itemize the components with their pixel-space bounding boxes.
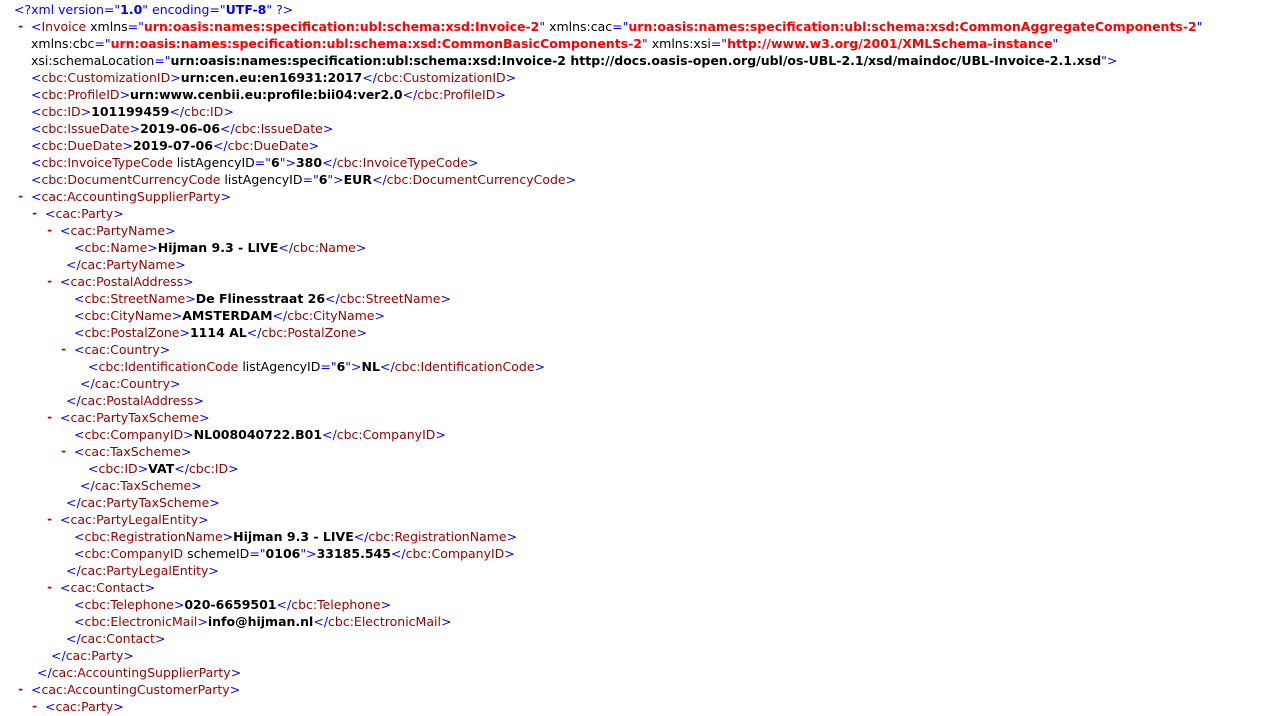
- xml-attr-name: xmlns:cbc: [31, 36, 95, 51]
- xml-tag-name: cbc:ID: [41, 104, 81, 119]
- xml-markup: <: [31, 682, 42, 697]
- xml-markup: >: [165, 223, 176, 238]
- xml-tag-name: cbc:Telephone: [291, 597, 381, 612]
- xml-markup: </: [66, 631, 81, 646]
- xml-line: [0, 188, 1265, 205]
- xml-text-value: Hijman 9.3 - LIVE: [157, 240, 279, 255]
- xml-markup: <: [45, 206, 56, 221]
- xml-attr-name: xmlns: [86, 19, 128, 34]
- xml-line: [0, 562, 1265, 579]
- xml-tag-name: cbc:ID: [98, 461, 138, 476]
- xml-line: [0, 494, 1265, 511]
- xml-markup: <: [60, 580, 71, 595]
- xml-markup: >: [154, 631, 166, 646]
- xml-tag-name: cac:AccountingSupplierParty: [41, 189, 221, 204]
- xml-markup: </: [322, 155, 337, 170]
- xml-line: [0, 392, 1265, 409]
- xml-line: [0, 460, 1265, 477]
- xml-markup: >: [355, 240, 367, 255]
- xml-tag-name: cac:Country: [84, 342, 160, 357]
- xml-markup: >: [435, 427, 446, 442]
- xml-line: [0, 647, 1265, 664]
- xml-tag-name: cbc:CompanyID: [84, 427, 184, 442]
- xml-markup: <: [74, 529, 85, 544]
- xml-markup: >: [193, 393, 204, 408]
- xml-line: [0, 596, 1265, 613]
- xml-tag-name: cac:TaxScheme: [84, 444, 182, 459]
- xml-tag-name: cac:PartyTaxScheme: [80, 495, 210, 510]
- xml-tag-name: cac:PostalAddress: [70, 274, 184, 289]
- xml-attr-name: xmlns:xsi: [647, 36, 711, 51]
- xml-markup: ">: [300, 546, 317, 561]
- xml-tag-name: cac:TaxScheme: [94, 478, 192, 493]
- xml-line: [0, 443, 1265, 460]
- xml-markup: ": [642, 36, 648, 51]
- xml-tag-name: cbc:RegistrationName: [84, 529, 223, 544]
- xml-markup: >: [230, 665, 242, 680]
- xml-tag-name: cbc:CompanyID: [84, 546, 184, 561]
- xml-line: [0, 698, 1265, 715]
- xml-tag-name: cac:AccountingSupplierParty: [51, 665, 231, 680]
- xml-line: [0, 52, 1265, 69]
- xml-tag-name: cbc:Name: [84, 240, 148, 255]
- xml-markup: <: [74, 444, 85, 459]
- xml-markup: </: [353, 529, 369, 544]
- xml-markup: </: [37, 665, 52, 680]
- xml-markup: <: [74, 325, 85, 340]
- xml-markup: </: [246, 325, 262, 340]
- xml-markup: >: [175, 257, 186, 272]
- xml-namespace-value: urn:oasis:names:specification:ubl:schema:xsd:CommonAggregateComponents-2: [628, 19, 1197, 34]
- xml-markup: <: [60, 512, 71, 527]
- xml-text-value: 33185.545: [316, 546, 391, 561]
- xml-tag-name: cbc:ElectronicMail: [84, 614, 198, 629]
- xml-markup: <?xml version=": [14, 2, 121, 17]
- xml-markup: ": [1052, 36, 1059, 51]
- xml-tag-name: cac:PartyName: [70, 223, 166, 238]
- xml-markup: >: [356, 325, 367, 340]
- xml-tag-name: cac:Party: [65, 648, 124, 663]
- xml-markup: </: [51, 648, 66, 663]
- xml-tag-name: cbc:CityName: [287, 308, 375, 323]
- xml-markup: <: [31, 104, 42, 119]
- xml-markup: ">: [345, 359, 362, 374]
- xml-markup: </: [272, 308, 288, 323]
- xml-markup: >: [113, 206, 124, 221]
- xml-markup: >: [137, 461, 149, 476]
- xml-markup: >: [144, 580, 156, 595]
- xml-line: [0, 324, 1265, 341]
- xml-markup: <: [31, 121, 42, 136]
- xml-tag-name: cbc:CompanyID: [405, 546, 505, 561]
- xml-markup: <: [74, 240, 85, 255]
- xml-tag-name: cac:Country: [94, 376, 170, 391]
- collapse-toggle-icon[interactable]: -: [31, 699, 39, 713]
- xml-attr-value: 6: [336, 359, 346, 374]
- xml-line: [0, 171, 1265, 188]
- xml-markup: <: [74, 546, 85, 561]
- xml-markup: <: [31, 70, 42, 85]
- xml-markup: </: [66, 495, 81, 510]
- xml-tag-name: cbc:ID: [188, 461, 229, 476]
- xml-markup: >: [565, 172, 577, 187]
- xml-line: [0, 273, 1265, 290]
- xml-markup: >: [169, 376, 181, 391]
- xml-tag-name: cbc:DocumentCurrencyCode: [386, 172, 566, 187]
- xml-markup: </: [371, 172, 387, 187]
- xml-tag-name: cbc:IssueDate: [41, 121, 130, 136]
- xml-markup: >: [505, 70, 517, 85]
- xml-text-value: info@hijman.nl: [207, 614, 314, 629]
- xml-markup: " ?>: [266, 2, 294, 17]
- xml-tag-name: cac:Contact: [70, 580, 145, 595]
- xml-markup: <: [74, 342, 85, 357]
- xml-line: [0, 307, 1265, 324]
- xml-tag-name: Invoice: [41, 19, 87, 34]
- xml-line: [0, 1, 1265, 18]
- xml-markup: </: [169, 104, 185, 119]
- xml-markup: >: [185, 291, 196, 306]
- xml-tag-name: cbc:InvoiceTypeCode: [41, 155, 173, 170]
- xml-tag-name: cbc:RegistrationName: [368, 529, 507, 544]
- xml-markup: >: [191, 478, 202, 493]
- xml-line: [0, 477, 1265, 494]
- xml-tag-name: cbc:CustomizationID: [41, 70, 171, 85]
- xml-markup: <: [31, 172, 42, 187]
- xml-line: [0, 579, 1265, 596]
- xml-markup: </: [313, 614, 329, 629]
- xml-markup: </: [278, 240, 294, 255]
- xml-markup: =": [302, 172, 319, 187]
- xml-line: [0, 409, 1265, 426]
- xml-markup: >: [534, 359, 545, 374]
- xml-markup: >: [322, 121, 334, 136]
- xml-tag-name: cbc:IssueDate: [234, 121, 323, 136]
- xml-markup: >: [80, 104, 92, 119]
- xml-markup: </: [220, 121, 235, 136]
- xml-markup: >: [173, 597, 185, 612]
- collapse-toggle-icon[interactable]: -: [31, 206, 39, 220]
- xml-markup: >: [198, 512, 209, 527]
- xml-attr-name: listAgencyID: [238, 359, 321, 374]
- xml-tag-name: cbc:InvoiceTypeCode: [336, 155, 469, 170]
- xml-tag-name: cbc:IdentificationCode: [98, 359, 239, 374]
- xml-tag-name: cbc:Telephone: [84, 597, 174, 612]
- xml-markup: ": [1196, 19, 1203, 34]
- xml-tag-name: cac:PartyLegalEntity: [70, 512, 199, 527]
- xml-markup: <: [74, 291, 85, 306]
- xml-line: [0, 375, 1265, 392]
- xml-text-value: urn:www.cenbii.eu:profile:bii04:ver2.0: [130, 87, 403, 102]
- xml-markup: ">: [327, 172, 344, 187]
- xml-markup: >: [220, 189, 231, 204]
- xml-markup: <: [45, 699, 56, 714]
- collapse-toggle-icon[interactable]: -: [46, 410, 54, 424]
- xml-markup: >: [119, 87, 131, 102]
- xml-markup: <: [74, 308, 85, 323]
- xml-markup: >: [374, 308, 385, 323]
- xml-markup: =": [254, 155, 272, 170]
- xml-markup: >: [506, 529, 518, 544]
- xml-markup: >: [208, 563, 219, 578]
- xml-markup: =": [154, 53, 171, 68]
- xml-markup: >: [440, 291, 451, 306]
- xml-tag-name: cbc:Name: [293, 240, 356, 255]
- xml-markup: </: [390, 546, 406, 561]
- xml-markup: ">: [279, 155, 296, 170]
- xml-markup: >: [129, 121, 141, 136]
- xml-markup: </: [362, 70, 377, 85]
- xml-markup: " encoding=": [142, 2, 226, 17]
- xml-tag-name: cbc:CustomizationID: [376, 70, 506, 85]
- xml-markup: ">: [1101, 53, 1118, 68]
- xml-text-value: Hijman 9.3 - LIVE: [233, 529, 354, 544]
- xml-attr-value: urn:oasis:names:specification:ubl:schema:xsd:Invoice-2 http://docs.oasis-open.org/ubl/os-UBL-2.1/xsd/maindoc/UBL-Invoice-2.1.xsd: [170, 53, 1102, 68]
- xml-markup: <: [60, 274, 71, 289]
- xml-markup: >: [495, 87, 506, 102]
- xml-tag-name: cbc:PostalZone: [261, 325, 357, 340]
- xml-markup: >: [229, 682, 241, 697]
- xml-markup: =": [127, 19, 144, 34]
- xml-namespace-value: urn:oasis:names:specification:ubl:schema:xsd:CommonBasicComponents-2: [110, 36, 643, 51]
- xml-markup: >: [199, 410, 210, 425]
- xml-text-value: 020-6659501: [184, 597, 277, 612]
- xml-text-value: 2019-07-06: [132, 138, 213, 153]
- xml-markup: >: [183, 427, 194, 442]
- xml-tag-name: cbc:ProfileID: [417, 87, 496, 102]
- xml-markup: >: [113, 699, 124, 714]
- xml-markup: >: [223, 104, 234, 119]
- xml-markup: <: [74, 427, 85, 442]
- xml-attr-value: 6: [271, 155, 280, 170]
- xml-markup: ": [539, 19, 546, 34]
- xml-markup: =": [94, 36, 111, 51]
- xml-markup: =": [710, 36, 728, 51]
- xml-tag-name: cbc:PostalZone: [84, 325, 180, 340]
- xml-line: [0, 86, 1265, 103]
- xml-attr-name: listAgencyID: [220, 172, 303, 187]
- xml-markup: >: [197, 614, 208, 629]
- xml-tag-name: cac:PartyTaxScheme: [70, 410, 200, 425]
- xml-line: [0, 154, 1265, 171]
- xml-line: [0, 426, 1265, 443]
- collapse-toggle-icon[interactable]: -: [46, 512, 54, 526]
- xml-line: [0, 681, 1265, 698]
- xml-pi-value: UTF-8: [225, 2, 267, 17]
- xml-attr-value: 0106: [265, 546, 301, 561]
- collapse-toggle-icon[interactable]: -: [46, 223, 54, 237]
- xml-tag-name: cbc:DueDate: [227, 138, 309, 153]
- xml-line: [0, 35, 1265, 52]
- xml-markup: <: [31, 19, 42, 34]
- xml-line: [0, 18, 1265, 35]
- xml-markup: >: [122, 138, 133, 153]
- xml-text-value: urn:cen.eu:en16931:2017: [180, 70, 363, 85]
- xml-text-value: De Flinesstraat 26: [195, 291, 326, 306]
- xml-text-value: 101199459: [91, 104, 170, 119]
- xml-markup: >: [170, 70, 181, 85]
- xml-namespace-value: http://www.w3.org/2001/XMLSchema-instance: [727, 36, 1053, 51]
- xml-tag-name: cac:AccountingCustomerParty: [41, 682, 230, 697]
- xml-line: [0, 69, 1265, 86]
- xml-text-value: AMSTERDAM: [182, 308, 273, 323]
- xml-markup: =": [320, 359, 337, 374]
- xml-markup: </: [325, 291, 340, 306]
- xml-markup: </: [379, 359, 395, 374]
- xml-text-value: NL008040722.B01: [193, 427, 323, 442]
- xml-attr-name: listAgencyID: [172, 155, 255, 170]
- xml-line: [0, 290, 1265, 307]
- xml-markup: >: [147, 240, 158, 255]
- xml-tag-name: cbc:CityName: [84, 308, 172, 323]
- xml-tag-name: cac:PartyLegalEntity: [80, 563, 209, 578]
- xml-markup: </: [66, 393, 81, 408]
- xml-attr-name: xsi:schemaLocation: [31, 53, 155, 68]
- xml-markup: >: [222, 529, 234, 544]
- xml-line: [0, 120, 1265, 137]
- xml-line: [0, 205, 1265, 222]
- collapse-toggle-icon[interactable]: -: [17, 19, 25, 33]
- xml-tag-name: cbc:IdentificationCode: [394, 359, 535, 374]
- xml-tag-name: cbc:CompanyID: [336, 427, 436, 442]
- xml-markup: <: [31, 189, 42, 204]
- xml-text-value: 2019-06-06: [140, 121, 221, 136]
- xml-tag-name: cbc:StreetName: [84, 291, 186, 306]
- xml-markup: <: [60, 223, 71, 238]
- xml-markup: <: [60, 410, 71, 425]
- xml-tag-name: cbc:DueDate: [41, 138, 123, 153]
- xml-tag-name: cbc:ID: [184, 104, 224, 119]
- xml-markup: </: [66, 257, 81, 272]
- xml-tag-name: cbc:ElectronicMail: [328, 614, 441, 629]
- xml-markup: <: [74, 614, 85, 629]
- xml-line: [0, 137, 1265, 154]
- xml-tag-name: cac:PartyName: [80, 257, 176, 272]
- collapse-toggle-icon[interactable]: -: [17, 189, 25, 203]
- xml-markup: <: [31, 87, 42, 102]
- xml-markup: >: [308, 138, 320, 153]
- xml-markup: >: [159, 342, 171, 357]
- xml-attr-name: schemeID: [183, 546, 250, 561]
- xml-tag-name: cac:Party: [55, 206, 114, 221]
- xml-line: [0, 630, 1265, 647]
- xml-markup: <: [31, 138, 42, 153]
- collapse-toggle-icon[interactable]: -: [60, 444, 68, 458]
- xml-text-value: 1114 AL: [189, 325, 247, 340]
- xml-attr-name: xmlns:cac: [545, 19, 613, 34]
- xml-text-value: EUR: [343, 172, 372, 187]
- xml-markup: </: [402, 87, 418, 102]
- xml-markup: <: [74, 597, 85, 612]
- xml-tag-name: cac:PostalAddress: [80, 393, 194, 408]
- collapse-toggle-icon[interactable]: -: [46, 274, 54, 288]
- xml-markup: </: [80, 376, 95, 391]
- xml-tag-name: cbc:StreetName: [339, 291, 441, 306]
- xml-line: [0, 545, 1265, 562]
- xml-text-value: NL: [361, 359, 380, 374]
- xml-line: [0, 358, 1265, 375]
- xml-namespace-value: urn:oasis:names:specification:ubl:schema:xsd:Invoice-2: [143, 19, 540, 34]
- xml-markup: <: [88, 461, 99, 476]
- xml-markup: >: [228, 461, 239, 476]
- xml-line: [0, 528, 1265, 545]
- xml-markup: >: [123, 648, 134, 663]
- xml-text-value: 380: [295, 155, 323, 170]
- xml-markup: <: [31, 155, 42, 170]
- xml-markup: <: [88, 359, 99, 374]
- xml-markup: </: [212, 138, 228, 153]
- collapse-toggle-icon[interactable]: -: [46, 580, 54, 594]
- xml-line: [0, 664, 1265, 681]
- xml-markup: >: [179, 325, 190, 340]
- collapse-toggle-icon[interactable]: -: [17, 682, 25, 696]
- xml-markup: </: [276, 597, 292, 612]
- xml-markup: >: [183, 274, 194, 289]
- xml-markup: >: [380, 597, 392, 612]
- xml-markup: >: [440, 614, 452, 629]
- xml-line: [0, 511, 1265, 528]
- xml-line: [0, 103, 1265, 120]
- xml-markup: >: [209, 495, 220, 510]
- xml-markup: >: [468, 155, 479, 170]
- xml-markup: </: [66, 563, 81, 578]
- xml-text-value: VAT: [148, 461, 175, 476]
- xml-line: [0, 256, 1265, 273]
- xml-markup: </: [80, 478, 95, 493]
- xml-markup: </: [322, 427, 337, 442]
- xml-line: [0, 613, 1265, 630]
- xml-attr-value: 6: [318, 172, 328, 187]
- xml-markup: >: [504, 546, 515, 561]
- xml-line: [0, 222, 1265, 239]
- xml-markup: >: [171, 308, 183, 323]
- xml-markup: =": [249, 546, 266, 561]
- xml-tag-name: cbc:ProfileID: [41, 87, 120, 102]
- xml-tag-name: cac:Contact: [80, 631, 155, 646]
- xml-markup: >: [181, 444, 192, 459]
- xml-tag-name: cbc:DocumentCurrencyCode: [41, 172, 221, 187]
- xml-markup: =": [612, 19, 629, 34]
- xml-tag-name: cac:Party: [55, 699, 114, 714]
- xml-markup: </: [174, 461, 189, 476]
- xml-pi-value: 1.0: [120, 2, 143, 17]
- xml-line: [0, 239, 1265, 256]
- xml-line: [0, 341, 1265, 358]
- collapse-toggle-icon[interactable]: -: [60, 342, 68, 356]
